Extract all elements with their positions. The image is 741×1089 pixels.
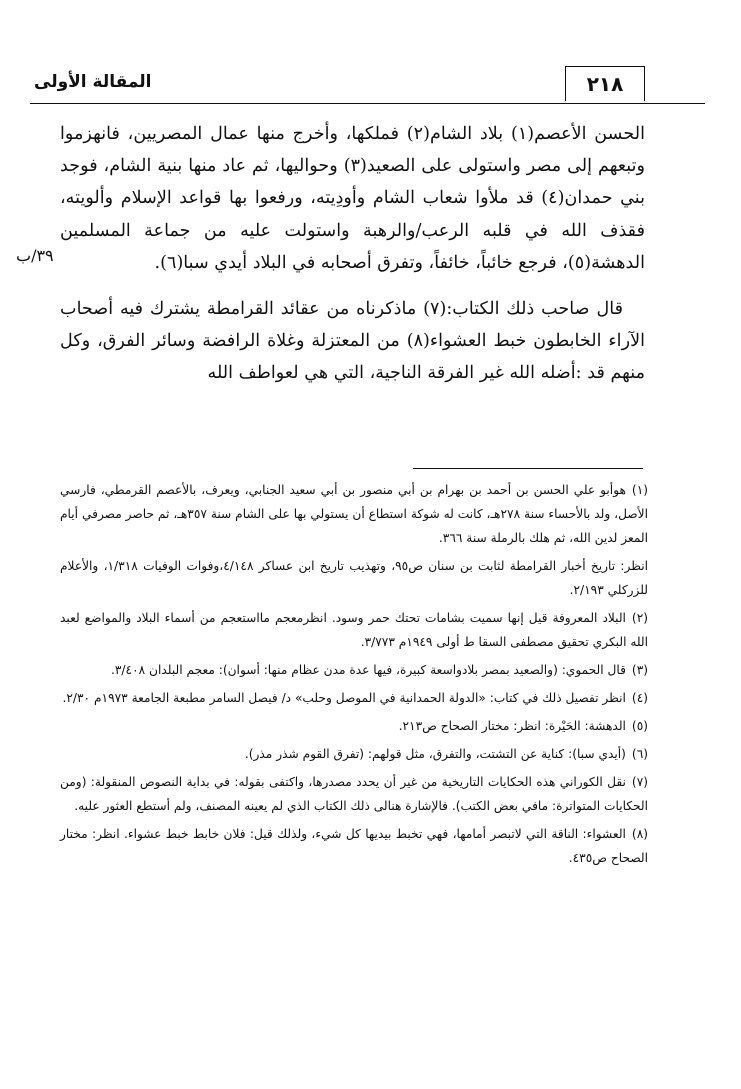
- page-number: ٢١٨: [565, 66, 645, 101]
- footnote-5: [60, 714, 648, 738]
- footnote-number: (٢): [631, 611, 648, 625]
- footnote-2: [60, 606, 648, 654]
- footnote-6: [60, 742, 648, 766]
- paragraph-2: قال صاحب ذلك الكتاب:(٧) ماذكرناه من عقائد القرامطة يشترك فيه أصحاب الآراء الخابطون خبط العشواء(٨) من المعتزلة وغلاة الرافضة وسائر الفرق، وكل منهم قد :أضله الله غير الفرقة الناجية، التي هي لعواطف الله: [60, 299, 645, 384]
- main-text: [60, 118, 645, 390]
- footnote-7: [60, 770, 648, 818]
- footnote-4: [60, 686, 648, 710]
- footnote-text: الدهشة: الحَيْرة: انظر: مختار الصحاح ص٢١٣.: [398, 719, 626, 733]
- footnote-text: انظر تفصيل ذلك في كتاب: «الدولة الحمدانية في الموصل وحلب» د/ فيصل السامر مطبعة الجامعة ١٩٧٣م ٢/٣٠.: [62, 691, 626, 705]
- footnote-number: (٤): [631, 691, 648, 705]
- footnote-text: قال الحموي: (والصعيد بمصر بلادواسعة كبيرة، فيها عدة مدن عظام منها: أسوان): معجم البلدان ٣/٤٠٨.: [111, 663, 626, 677]
- footnote-separator: [413, 468, 643, 469]
- header-rule: [30, 103, 705, 104]
- footnote-number: (٧): [631, 775, 648, 789]
- footnote-8: [60, 822, 648, 870]
- footnote-text: العشواء: الناقة التي لاتبصر أمامها، فهي تخبط بيديها كل شيء، ولذلك قيل: فلان خابط خبط عشواء. انظر: مختار الصحاح ص٤٣٥.: [60, 827, 648, 865]
- footnote-number: (٥): [631, 719, 648, 733]
- footnote-text: البلاد المعروفة قيل إنها سميت بشامات تحتك حمر وسود. انظرمعجم مااستعجم من أسماء البلاد والمواضع لعبد الله البكري تحقيق مصطفى السقا ط أولى ١٩٤٩م ٣/٧٧٣.: [60, 611, 648, 649]
- running-title: المقالة الأولى: [34, 72, 152, 92]
- footnote-1: [60, 478, 648, 550]
- footnote-1-sources: [60, 554, 648, 602]
- footnote-text: نقل الكوراني هذه الحكايات التاريخية من غير أن يحدد مصدرها، واكتفى بقوله: في بداية النصوص المنقولة: (ومن الحكايات المتواترة: مافي بعض الكتب). فالإشارة هنالى ذلك الكتاب الذي لم يعينه المصنف، ولم أستطع العثور عليه.: [60, 775, 648, 813]
- footnote-number: (٦): [631, 747, 648, 761]
- page-header: [30, 66, 705, 106]
- margin-folio-note: ٣٩/ب: [16, 246, 54, 265]
- footnote-text: (أيدي سبا): كناية عن التشتت، والتفرق، مثل قولهم: (تفرق القوم شذر مذر).: [244, 747, 626, 761]
- footnote-number: (٣): [631, 663, 648, 677]
- footnote-number: (١): [631, 483, 648, 497]
- footnote-3: [60, 658, 648, 682]
- paragraph-1: الحسن الأعصم(١) بلاد الشام(٢) فملكها، وأخرج منها عمال المصريين، فانهزموا وتبعهم إلى مصر واستولى على الصعيد(٣) وحواليها، ثم عاد منها بنية الشام، فوجد بني حمدان(٤) قد ملأوا شعاب الشام وأودِيته، ورفعوا بها قواعد الإسلام وألويته، فقذف الله في قلبه الرعب/والرهبة واستولت عليه من جماعة المسلمين الدهشة(٥)، فرجع خائباً، خائفاً، وتفرق أصحابه في البلاد أيدي سبا(٦).: [60, 124, 645, 273]
- footnote-number: (٨): [631, 827, 648, 841]
- footnote-text: انظر: تاريخ أخبار القرامطة لثابت بن سنان ص٩٥، وتهذيب تاريخ ابن عساكر ٤/١٤٨،وفوات الوفيات ١/٣١٨، والأعلام للزركلي ٢/١٩٣.: [60, 559, 648, 597]
- footnotes: [60, 478, 648, 874]
- footnote-text: هوأبو علي الحسن بن أحمد بن بهرام بن أبي منصور بن أبي سعيد الجنابي، ويعرف، بالأعصم القرمطي، فارسي الأصل، ولد بالأحساء سنة ٢٧٨هـ، كانت له شوكة استطاع أن يستولي بها على الشام سنة ٣٥٧هـ، ثم حاصر مصرفي أيام المعز لدين الله، ثم هلك بالرملة سنة ٣٦٦.: [60, 483, 648, 545]
